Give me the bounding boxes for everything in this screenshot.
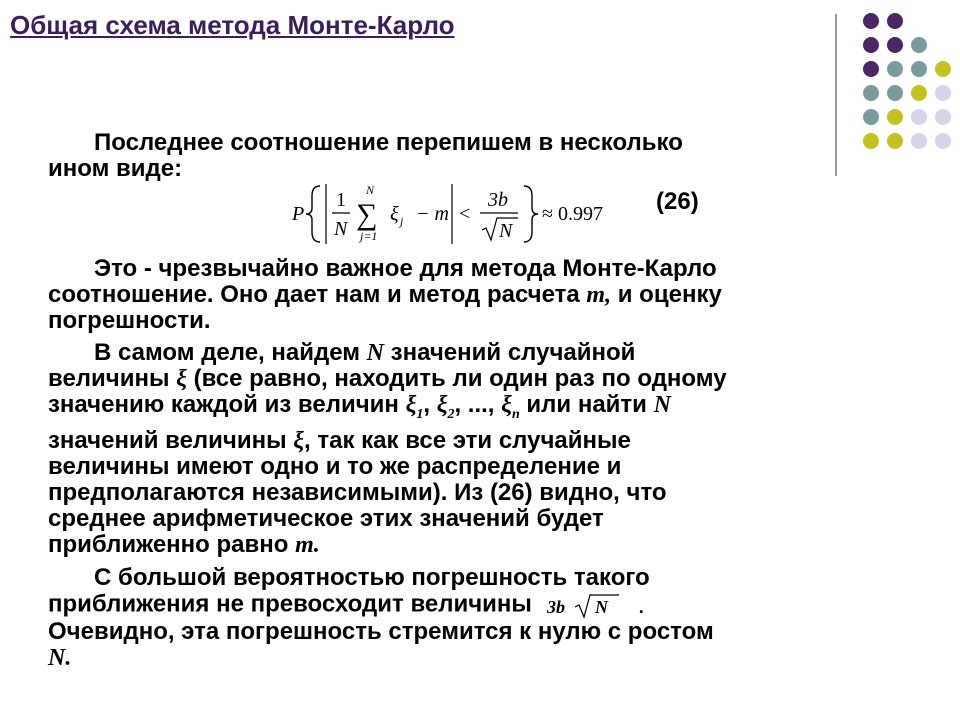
text-line: соотношение. Оно дает нам и метод расчета <box>48 281 587 308</box>
svg-text:3b: 3b <box>546 597 565 617</box>
formula-j: j <box>400 214 404 228</box>
formula-P: P <box>292 203 305 225</box>
inline-formula <box>539 591 651 619</box>
math-subscript: 2 <box>447 406 455 422</box>
formula-lt: < <box>459 203 471 225</box>
paragraph-explanation <box>48 340 828 558</box>
text-line: (все равно, находить ли один раз по одному <box>186 365 727 392</box>
svg-text:.: . <box>638 597 644 617</box>
formula-N: N <box>334 218 348 240</box>
math-N: N. <box>48 645 72 671</box>
text-sep: , <box>423 391 437 418</box>
math-N: N <box>366 340 385 366</box>
math-N: N <box>653 392 671 418</box>
math-xi: ξ <box>436 392 448 418</box>
text-line: среднее арифметическое этих значений будет <box>48 504 604 532</box>
text-sep: , ..., <box>454 391 502 418</box>
text-line: и оценку <box>611 281 722 308</box>
sum-sign: ∑ <box>356 198 378 231</box>
text-line: значению каждой из величин <box>48 391 406 418</box>
text-line: величины <box>48 365 177 392</box>
text-line: или найти <box>519 391 654 418</box>
math-subscript: n <box>511 406 520 422</box>
text-line: приближенно равно <box>48 530 296 558</box>
formula-sum-bottom: j=1 <box>360 229 378 243</box>
math-subscript: 1 <box>416 406 424 422</box>
text-line: ином виде: <box>48 155 183 182</box>
equation-number: (26) <box>656 188 699 215</box>
math-xi: ξ <box>176 366 187 392</box>
paragraph-conclusion <box>48 565 828 671</box>
text-line: Очевидно, эта погрешность стремится к нулю с ростом <box>48 618 714 645</box>
text-line: С большой вероятностью погрешность такого <box>94 564 650 591</box>
paragraph-intro <box>48 130 828 182</box>
text-line: , так как все эти случайные <box>304 426 631 454</box>
text-line: В самом деле, найдем <box>94 339 367 366</box>
formula-one: 1 <box>336 189 346 211</box>
formula-num: 3b <box>488 189 508 211</box>
text-line: приближения не превосходит величины <box>48 590 532 618</box>
text-line: погрешности. <box>48 307 211 334</box>
math-xi: ξ <box>501 392 512 418</box>
decorative-dot-grid <box>850 12 960 162</box>
formula-26 <box>292 178 622 248</box>
text-line: значений величины <box>48 426 294 454</box>
formula-approx: ≈ 0.997 <box>542 203 603 225</box>
math-xi: ξ <box>293 427 305 454</box>
text-line: Это - чрезвычайно важное для метода Монте-Карло <box>94 255 717 282</box>
math-m: m, <box>586 282 612 308</box>
formula-xi: ξ <box>390 203 399 225</box>
formula-sum-top: N <box>366 183 375 197</box>
text-line: значений случайной <box>384 339 636 366</box>
math-xi: ξ <box>405 392 417 418</box>
decorative-divider <box>835 14 837 176</box>
paragraph-importance <box>48 256 828 334</box>
text-line: Последнее соотношение перепишем в несколько <box>94 129 683 156</box>
formula-den-N: N <box>499 220 513 242</box>
math-m: m. <box>295 531 320 558</box>
text-line: предполагаются независимыми). Из (26) видно, что <box>48 478 667 506</box>
text-line: величины имеют одно и то же распределение и <box>48 452 622 480</box>
slide-title: Общая схема метода Монте-Карло <box>10 10 455 40</box>
formula-minus-m: − m <box>416 203 449 225</box>
svg-text:N: N <box>594 597 608 617</box>
